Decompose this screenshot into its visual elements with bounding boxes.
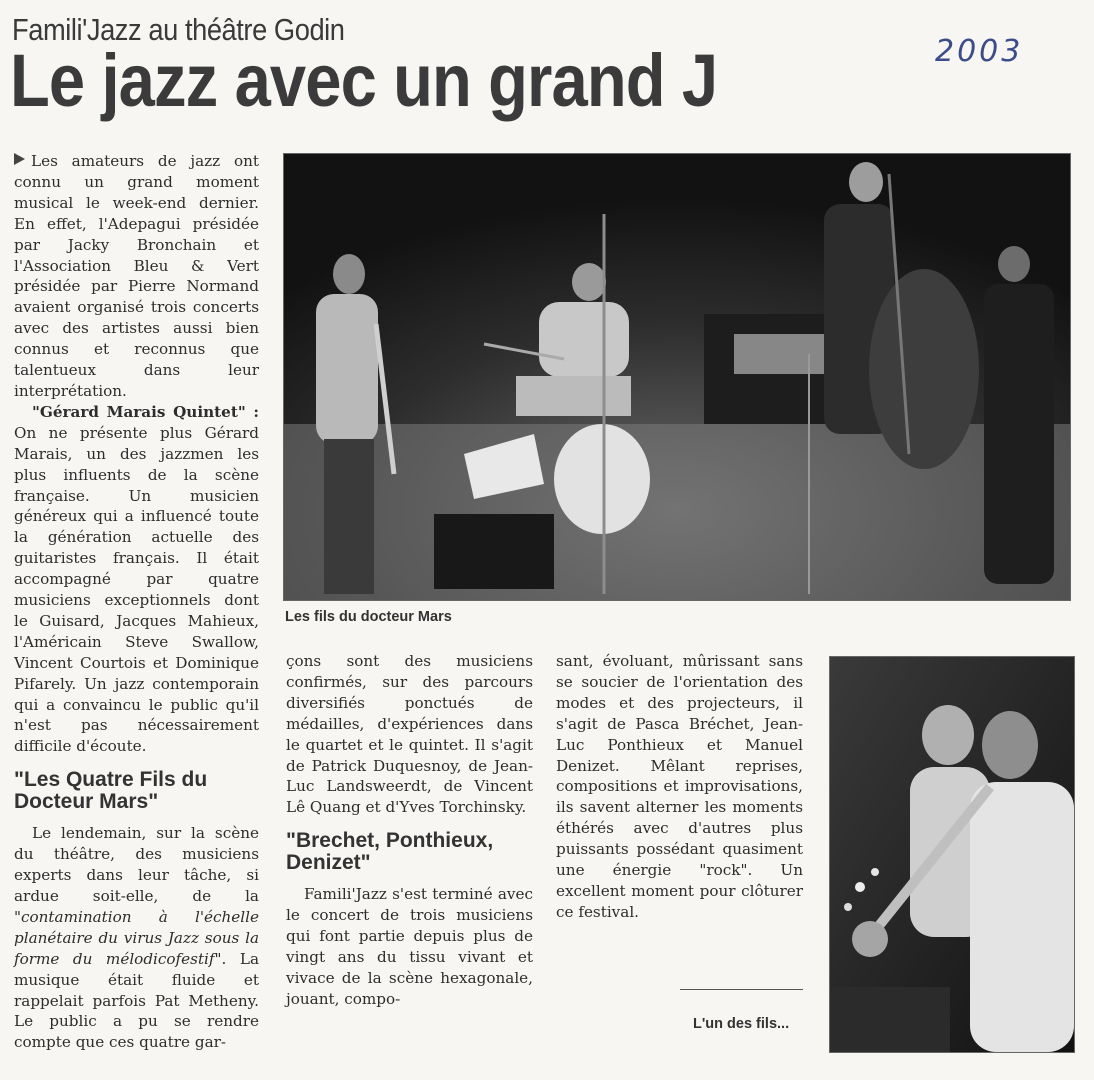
saxophonist-photo-illustration [830, 657, 1074, 1052]
intro-paragraph [14, 151, 259, 402]
column-3 [556, 651, 803, 923]
concert-photo [283, 153, 1071, 601]
subhead-brechet: "Brechet, Ponthieux, Denizet" [286, 829, 494, 875]
headline: Le jazz avec un grand J [10, 39, 718, 122]
column-1 [14, 151, 259, 1053]
column-2 [286, 651, 533, 1010]
closing-paragraph: sant, évoluant, mûrissant sans se soucier de l'orientation des modes et des projecteurs, il s'agit de Pasca Bréchet, Jean-Luc Ponthieux et Manuel Denizet. Mêlant reprises, compositions et improvisations, ils savent alterner les moments éthérés avec d'autres plus puissants possédant quasiment une énergie "rock". Un excellent moment pour clôturer ce festival. [556, 652, 803, 921]
arrow-icon [14, 153, 25, 165]
kicker: Famili'Jazz au théâtre Godin [12, 12, 345, 47]
quatre-fils-text-b: . La musique était fluide et rappelait parfois Pat Metheny. Le public a pu se rendre compte que ces quatre gar- [14, 949, 260, 1052]
main-photo-caption: Les fils du docteur Mars [285, 609, 452, 625]
marais-paragraph [14, 402, 259, 757]
intro-text: Les amateurs de jazz ont connu un grand moment musical le week-end dernier. En effet, l'Adepagui présidée par Jacky Bronchain et l'Association Bleu & Vert présidée par Pierre Normand avaient organisé trois concerts avec des artistes aussi bien connus et reconnus que talentueux dans leur interprétation. [14, 152, 259, 400]
familijazz-paragraph: Famili'Jazz s'est terminé avec le concert de trois musiciens qui font partie depuis plus de vingt ans du tissu vivant et vivace de la scène hexagonale, jouant, compo- [286, 885, 533, 1008]
handwritten-year: 2003 [935, 34, 1024, 69]
quatre-fils-paragraph [14, 823, 259, 1053]
quatre-fils-text-a: Le lendemain, sur la scène du théâtre, des musiciens experts dans leur tâche, si ardue soit-elle, de la [14, 824, 259, 905]
quatre-fils-quote: "contamination à l'échelle planétaire du virus Jazz sous la forme du mélodicofestif" [14, 907, 259, 968]
marais-text: On ne présente plus Gérard Marais, un des jazzmen les plus influents de la scène française. Un musicien généreux qui a influencé toute la génération actuelle des guitaristes français. Il était accompagné par quatre musiciens exceptionnels dont le Guisard, Jacques Mahieux, l'Américain Steve Swallow, Vincent Courtois et Dominique Pifarely. Un jazz contemporain qui a convaincu le public qu'il n'est pas nécessairement difficile d'écoute. [14, 423, 259, 756]
saxophonist-photo [829, 656, 1075, 1053]
caption-rule [680, 989, 803, 990]
concert-photo-illustration [284, 154, 1070, 600]
subhead-quatre-fils: "Les Quatre Fils du Docteur Mars" [14, 768, 208, 814]
small-photo-caption: L'un des fils... [693, 1016, 790, 1032]
marais-lead: "Gérard Marais Quintet" : [32, 402, 259, 421]
garcons-paragraph: çons sont des musiciens confirmés, sur des parcours diversifiés ponctués de médailles, d'expériences dans le quartet et le quintet. Il s'agit de Patrick Duquesnoy, de Jean-Luc Landsweerdt, de Vincent Lê Quang et d'Yves Torchinsky. [286, 652, 533, 817]
